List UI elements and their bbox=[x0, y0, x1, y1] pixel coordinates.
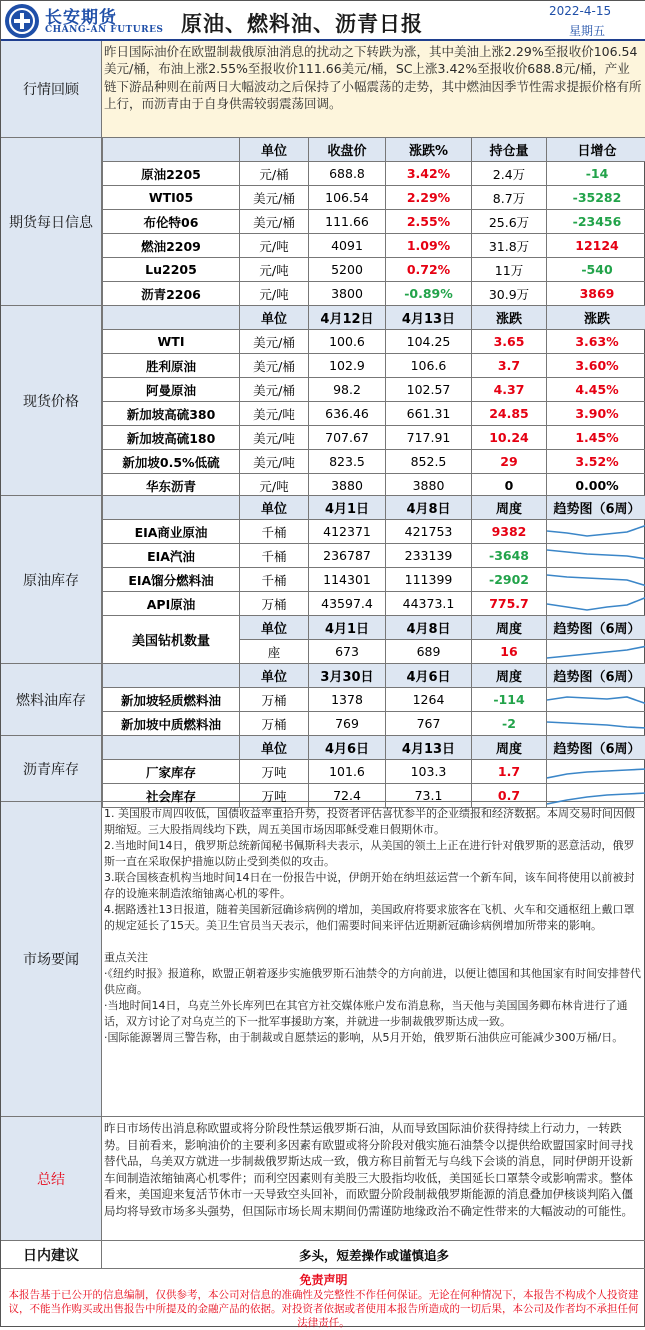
table-row bbox=[103, 378, 645, 402]
brand-name-en: CHANG-AN FUTURES bbox=[45, 25, 163, 35]
change-cell: 4.37 bbox=[472, 378, 547, 402]
column-header: 趋势图（6周） bbox=[547, 496, 645, 520]
report-weekday: 星期五 bbox=[569, 22, 605, 39]
trend-chart-cell bbox=[547, 520, 645, 544]
unit-cell: 万吨 bbox=[240, 760, 309, 784]
price-cell: 636.46 bbox=[309, 402, 386, 426]
column-header: 涨跌 bbox=[547, 306, 645, 330]
inventory-value-cell: 769 bbox=[309, 712, 386, 736]
column-header: 4月12日 bbox=[309, 306, 386, 330]
inventory-value-cell: 44373.1 bbox=[386, 592, 472, 616]
unit-cell: 美元/桶 bbox=[240, 354, 309, 378]
inventory-name: 社会库存 bbox=[103, 784, 240, 808]
price-cell: 102.9 bbox=[309, 354, 386, 378]
inventory-value-cell: 114301 bbox=[309, 568, 386, 592]
table-row bbox=[103, 474, 645, 498]
futures-info-section bbox=[1, 138, 645, 306]
oi-change-cell: 12124 bbox=[547, 234, 645, 258]
column-header bbox=[103, 496, 240, 520]
table-row bbox=[103, 354, 645, 378]
column-header: 单位 bbox=[240, 736, 309, 760]
table-row bbox=[103, 330, 645, 354]
contract-name: 沥青2206 bbox=[103, 282, 240, 306]
table-row bbox=[103, 162, 645, 186]
change-pct-cell: 3.60% bbox=[547, 354, 645, 378]
inventory-value-cell: 101.6 bbox=[309, 760, 386, 784]
change-pct-cell: -0.89% bbox=[386, 282, 472, 306]
price-cell: 661.31 bbox=[386, 402, 472, 426]
section-label: 日内建议 bbox=[1, 1241, 102, 1268]
section-label: 沥青库存 bbox=[1, 736, 102, 801]
spot-price-section bbox=[1, 306, 645, 496]
oi-change-cell: -23456 bbox=[547, 210, 645, 234]
column-header: 单位 bbox=[240, 616, 309, 640]
trend-chart-cell bbox=[547, 712, 645, 736]
price-cell: 102.57 bbox=[386, 378, 472, 402]
column-header: 单位 bbox=[240, 664, 309, 688]
price-cell: 852.5 bbox=[386, 450, 472, 474]
report-date: 2022-4-15 bbox=[549, 4, 611, 18]
product-name: 胜利原油 bbox=[103, 354, 240, 378]
weekly-change-cell: 1.7 bbox=[472, 760, 547, 784]
open-interest-cell: 25.6万 bbox=[472, 210, 547, 234]
market-review-section bbox=[1, 41, 645, 138]
column-header: 持仓量 bbox=[472, 138, 547, 162]
column-header: 4月6日 bbox=[309, 736, 386, 760]
unit-cell: 元/吨 bbox=[240, 234, 309, 258]
section-label: 行情回顾 bbox=[1, 41, 102, 137]
unit-cell: 元/吨 bbox=[240, 258, 309, 282]
column-header bbox=[103, 664, 240, 688]
product-name: 阿曼原油 bbox=[103, 378, 240, 402]
trend-chart-cell bbox=[547, 592, 645, 616]
weekly-change-cell: -114 bbox=[472, 688, 547, 712]
intraday-advice-section bbox=[1, 1241, 645, 1269]
table-header-row bbox=[103, 138, 645, 162]
change-pct-cell: 0.72% bbox=[386, 258, 472, 282]
contract-name: Lu2205 bbox=[103, 258, 240, 282]
column-header: 单位 bbox=[240, 306, 309, 330]
trend-line bbox=[547, 646, 645, 658]
crude-inventory-section bbox=[1, 496, 645, 664]
price-cell: 707.67 bbox=[309, 426, 386, 450]
unit-cell: 美元/桶 bbox=[240, 330, 309, 354]
inventory-value-cell: 233139 bbox=[386, 544, 472, 568]
change-pct-cell: 3.90% bbox=[547, 402, 645, 426]
inventory-name: EIA馏分燃料油 bbox=[103, 568, 240, 592]
section-label: 燃料油库存 bbox=[1, 664, 102, 735]
inventory-value-cell: 72.4 bbox=[309, 784, 386, 808]
table-header-row bbox=[103, 664, 645, 688]
change-pct-cell: 2.55% bbox=[386, 210, 472, 234]
close-price-cell: 5200 bbox=[309, 258, 386, 282]
rig-header-row bbox=[103, 616, 645, 640]
change-cell: 0 bbox=[472, 474, 547, 498]
market-news-body bbox=[104, 806, 642, 1046]
asphalt-inventory-section bbox=[1, 736, 645, 802]
trend-line bbox=[547, 697, 645, 704]
inventory-name: 新加坡轻质燃料油 bbox=[103, 688, 240, 712]
table-row bbox=[103, 760, 645, 784]
table-row bbox=[103, 186, 645, 210]
unit-cell: 千桶 bbox=[240, 544, 309, 568]
futures-table bbox=[102, 137, 645, 306]
open-interest-cell: 30.9万 bbox=[472, 282, 547, 306]
unit-cell: 座 bbox=[240, 640, 309, 664]
table-header-row bbox=[103, 306, 645, 330]
trend-chart-cell bbox=[547, 640, 645, 664]
table-row bbox=[103, 568, 645, 592]
trend-chart-cell bbox=[547, 568, 645, 592]
product-name: 华东沥青 bbox=[103, 474, 240, 498]
unit-cell: 美元/桶 bbox=[240, 378, 309, 402]
inventory-value-cell: 111399 bbox=[386, 568, 472, 592]
product-name: 新加坡0.5%低硫 bbox=[103, 450, 240, 474]
weekly-change-cell: 0.7 bbox=[472, 784, 547, 808]
price-cell: 98.2 bbox=[309, 378, 386, 402]
column-header bbox=[103, 736, 240, 760]
trend-line bbox=[547, 597, 645, 610]
unit-cell: 千桶 bbox=[240, 520, 309, 544]
product-name: WTI bbox=[103, 330, 240, 354]
change-cell: 10.24 bbox=[472, 426, 547, 450]
trend-chart-cell bbox=[547, 544, 645, 568]
table-row bbox=[103, 210, 645, 234]
column-header: 趋势图（6周） bbox=[547, 664, 645, 688]
column-header: 4月8日 bbox=[386, 496, 472, 520]
weekly-change-cell: -2902 bbox=[472, 568, 547, 592]
changan-logo-icon bbox=[5, 4, 39, 38]
unit-cell: 元/桶 bbox=[240, 162, 309, 186]
column-header: 趋势图（6周） bbox=[547, 736, 645, 760]
unit-cell: 美元/吨 bbox=[240, 426, 309, 450]
column-header: 涨跌 bbox=[472, 306, 547, 330]
inventory-value-cell: 421753 bbox=[386, 520, 472, 544]
trend-line bbox=[547, 575, 645, 586]
close-price-cell: 688.8 bbox=[309, 162, 386, 186]
column-header: 4月1日 bbox=[309, 616, 386, 640]
column-header: 收盘价 bbox=[309, 138, 386, 162]
unit-cell: 元/吨 bbox=[240, 474, 309, 498]
change-pct-cell: 3.52% bbox=[547, 450, 645, 474]
product-name: 新加坡高硫180 bbox=[103, 426, 240, 450]
section-label: 现货价格 bbox=[1, 306, 102, 495]
inventory-name: EIA商业原油 bbox=[103, 520, 240, 544]
weekly-change-cell: 9382 bbox=[472, 520, 547, 544]
unit-cell: 美元/吨 bbox=[240, 450, 309, 474]
change-cell: 29 bbox=[472, 450, 547, 474]
change-pct-cell: 4.45% bbox=[547, 378, 645, 402]
report-header bbox=[1, 1, 645, 41]
table-row bbox=[103, 688, 645, 712]
table-row bbox=[103, 520, 645, 544]
trend-line bbox=[547, 722, 645, 728]
inventory-value-cell: 43597.4 bbox=[309, 592, 386, 616]
open-interest-cell: 11万 bbox=[472, 258, 547, 282]
column-header bbox=[103, 138, 240, 162]
open-interest-cell: 8.7万 bbox=[472, 186, 547, 210]
focus-title: 重点关注 bbox=[104, 950, 642, 966]
inventory-value-cell: 103.3 bbox=[386, 760, 472, 784]
table-row bbox=[103, 282, 645, 306]
column-header: 趋势图（6周） bbox=[547, 616, 645, 640]
unit-cell: 万吨 bbox=[240, 784, 309, 808]
column-header bbox=[103, 306, 240, 330]
disclaimer-text: 本报告基于已公开的信息编制，仅供参考，本公司对信息的准确性及完整性不作任何保证。无论在何种情况下，本报告不构成个人投资建议，不能当作购买或出售报告中所提及的金融产品的依据。对投资者依据或者使用本报告所造成的一切后果，本公司及作者均不承担任何法律责任。 bbox=[1, 1288, 645, 1330]
section-label: 期货每日信息 bbox=[1, 138, 102, 305]
close-price-cell: 111.66 bbox=[309, 210, 386, 234]
close-price-cell: 106.54 bbox=[309, 186, 386, 210]
news-paragraph: 1. 美国股市周四收低，国债收益率重拾升势，投资者评估喜忧参半的企业绩报和经济数据。本周交易时间因假期缩短。三大股指周线均下跌，周五美国市场因耶稣受难日假期休市。 bbox=[104, 806, 642, 838]
trend-line bbox=[547, 550, 645, 559]
oi-change-cell: -35282 bbox=[547, 186, 645, 210]
table-row bbox=[103, 544, 645, 568]
news-paragraph: 3.联合国核查机构当地时间14日在一份报告中说，伊朗开始在纳坦兹运营一个新车间，该车间将使用以前被封存的设施来制造浓缩铀离心机的零件。 bbox=[104, 870, 642, 902]
disclaimer bbox=[1, 1269, 645, 1328]
column-header: 涨跌% bbox=[386, 138, 472, 162]
open-interest-cell: 31.8万 bbox=[472, 234, 547, 258]
inventory-value-cell: 236787 bbox=[309, 544, 386, 568]
table-header-row bbox=[103, 496, 645, 520]
inventory-value-cell: 73.1 bbox=[386, 784, 472, 808]
rig-value-cell: 689 bbox=[386, 640, 472, 664]
open-interest-cell: 2.4万 bbox=[472, 162, 547, 186]
column-header: 单位 bbox=[240, 496, 309, 520]
table-row bbox=[103, 592, 645, 616]
column-header: 4月6日 bbox=[386, 664, 472, 688]
report-title: 原油、燃料油、沥青日报 bbox=[181, 8, 423, 38]
section-label: 市场要闻 bbox=[1, 802, 102, 1116]
change-cell: 3.65 bbox=[472, 330, 547, 354]
table-row bbox=[103, 450, 645, 474]
column-header: 周度 bbox=[472, 616, 547, 640]
contract-name: 布伦特06 bbox=[103, 210, 240, 234]
oi-change-cell: -540 bbox=[547, 258, 645, 282]
disclaimer-title: 免责声明 bbox=[1, 1271, 645, 1288]
unit-cell: 千桶 bbox=[240, 568, 309, 592]
column-header: 周度 bbox=[472, 496, 547, 520]
column-header: 4月13日 bbox=[386, 736, 472, 760]
table-row bbox=[103, 712, 645, 736]
inventory-value-cell: 1378 bbox=[309, 688, 386, 712]
price-cell: 3880 bbox=[386, 474, 472, 498]
change-cell: 24.85 bbox=[472, 402, 547, 426]
table-row bbox=[103, 234, 645, 258]
price-cell: 100.6 bbox=[309, 330, 386, 354]
change-pct-cell: 1.09% bbox=[386, 234, 472, 258]
product-name: 新加坡高硫380 bbox=[103, 402, 240, 426]
change-pct-cell: 3.42% bbox=[386, 162, 472, 186]
spot-price-table bbox=[102, 305, 645, 498]
change-pct-cell: 0.00% bbox=[547, 474, 645, 498]
focus-item: ·国际能源署周三警告称，由于制裁或自愿禁运的影响，从5月开始，俄罗斯石油供应可能减少300万桶/日。 bbox=[104, 1030, 642, 1046]
trend-chart-cell bbox=[547, 760, 645, 784]
close-price-cell: 4091 bbox=[309, 234, 386, 258]
focus-item: ·当地时间14日，乌克兰外长库列巴在其官方社交媒体账户发布消息称，当天他与美国国务卿布林肯进行了通话，双方讨论了对乌克兰的下一批军事援助方案，并就进一步制裁俄罗斯达成一致。 bbox=[104, 998, 642, 1030]
oi-change-cell: 3869 bbox=[547, 282, 645, 306]
market-review-text: 昨日国际油价在欧盟制裁俄原油消息的扰动之下转跌为涨，其中美油上涨2.29%至报收价106.54美元/桶，布油上涨2.55%至报收价111.66美元/桶，SC上涨3.42%至报收价688.8元/桶，产业链下游品种则在前两日大幅波动之后保持了小幅震荡的走势，其中燃油因季节性需求提振价格有所上行，而沥青由于自身供需较弱震荡回调。 bbox=[104, 43, 642, 113]
intraday-advice-text: 多头，短差操作或谨慎追多 bbox=[102, 1241, 645, 1268]
rig-value-cell: 673 bbox=[309, 640, 386, 664]
inventory-value-cell: 767 bbox=[386, 712, 472, 736]
column-header: 4月13日 bbox=[386, 306, 472, 330]
focus-item: ·《纽约时报》报道称，欧盟正朝着逐步实施俄罗斯石油禁令的方向前进，以便让德国和其他国家有时间安排替代供应商。 bbox=[104, 966, 642, 998]
crude-inventory-table bbox=[102, 495, 645, 664]
table-header-row bbox=[103, 736, 645, 760]
column-header: 日增仓 bbox=[547, 138, 645, 162]
trend-line bbox=[547, 525, 645, 536]
price-cell: 3880 bbox=[309, 474, 386, 498]
contract-name: WTI05 bbox=[103, 186, 240, 210]
weekly-change-cell: 16 bbox=[472, 640, 547, 664]
change-cell: 3.7 bbox=[472, 354, 547, 378]
unit-cell: 元/吨 bbox=[240, 282, 309, 306]
brand-name-cn: 长安期货 bbox=[45, 3, 117, 28]
unit-cell: 美元/桶 bbox=[240, 186, 309, 210]
weekly-change-cell: 775.7 bbox=[472, 592, 547, 616]
table-row bbox=[103, 402, 645, 426]
close-price-cell: 3800 bbox=[309, 282, 386, 306]
unit-cell: 美元/吨 bbox=[240, 402, 309, 426]
unit-cell: 万桶 bbox=[240, 592, 309, 616]
inventory-name: EIA汽油 bbox=[103, 544, 240, 568]
change-pct-cell: 3.63% bbox=[547, 330, 645, 354]
news-paragraph: 2.当地时间14日，俄罗斯总统新闻秘书佩斯科夫表示，从美国的领土上正在进行针对俄罗斯的恶意活动，俄罗斯一直在采取保护措施以防止受到类似的攻击。 bbox=[104, 838, 642, 870]
unit-cell: 美元/桶 bbox=[240, 210, 309, 234]
contract-name: 燃油2209 bbox=[103, 234, 240, 258]
fuel-inventory-section bbox=[1, 664, 645, 736]
asphalt-inventory-table bbox=[102, 735, 645, 808]
trend-chart-cell bbox=[547, 688, 645, 712]
news-paragraph: 4.据路透社13日报道，随着美国新冠确诊病例的增加，美国政府将要求旅客在飞机、火车和交通枢纽上戴口罩的规定延长了15天。美卫生官员当天表示，他们需要时间来评估近期新冠确诊病例增加所带来的影响。 bbox=[104, 902, 642, 934]
table-row bbox=[103, 426, 645, 450]
column-header: 3月30日 bbox=[309, 664, 386, 688]
price-cell: 717.91 bbox=[386, 426, 472, 450]
price-cell: 104.25 bbox=[386, 330, 472, 354]
summary-section bbox=[1, 1117, 645, 1241]
section-label: 总结 bbox=[1, 1117, 102, 1240]
section-label: 原油库存 bbox=[1, 496, 102, 663]
column-header: 4月8日 bbox=[386, 616, 472, 640]
column-header: 4月1日 bbox=[309, 496, 386, 520]
inventory-name: 新加坡中质燃料油 bbox=[103, 712, 240, 736]
weekly-change-cell: -2 bbox=[472, 712, 547, 736]
inventory-name: API原油 bbox=[103, 592, 240, 616]
unit-cell: 万桶 bbox=[240, 712, 309, 736]
inventory-value-cell: 412371 bbox=[309, 520, 386, 544]
change-pct-cell: 1.45% bbox=[547, 426, 645, 450]
price-cell: 823.5 bbox=[309, 450, 386, 474]
table-row bbox=[103, 258, 645, 282]
contract-name: 原油2205 bbox=[103, 162, 240, 186]
fuel-inventory-table bbox=[102, 663, 645, 736]
unit-cell: 万桶 bbox=[240, 688, 309, 712]
summary-text: 昨日市场传出消息称欧盟或将分阶段性禁运俄罗斯石油，从而导致国际油价获得持续上行动力，一转跌势。目前看来，影响油价的主要利多因素有欧盟或将分阶段对俄实施石油禁令以提供给欧盟国家时间寻找替代品，乌美双方就进一步制裁俄罗斯达成一致，俄方称目前暂无与乌线下会谈的消息，同时伊朗开设新车间制造浓缩铀离心机零件；而利空因素则有美股三大股指均收低，美国延长口罩禁令或影响需求。整体看来，美国迎来复活节休市一天导致空头回补，而欧盟分阶段制裁俄罗斯能源的消息叠加伊核谈判陷入僵局均将导致市场多头强势，但国际市场长周末期间仍需谨防地缘政治不确定性带来的大幅波动的可能性。 bbox=[104, 1120, 642, 1220]
market-news-section bbox=[1, 802, 645, 1117]
column-header: 周度 bbox=[472, 664, 547, 688]
price-cell: 106.6 bbox=[386, 354, 472, 378]
inventory-value-cell: 1264 bbox=[386, 688, 472, 712]
column-header: 单位 bbox=[240, 138, 309, 162]
oi-change-cell: -14 bbox=[547, 162, 645, 186]
rig-count-name: 美国钻机数量 bbox=[103, 616, 240, 664]
trend-line bbox=[547, 769, 645, 778]
inventory-name: 厂家库存 bbox=[103, 760, 240, 784]
change-pct-cell: 2.29% bbox=[386, 186, 472, 210]
column-header: 周度 bbox=[472, 736, 547, 760]
weekly-change-cell: -3648 bbox=[472, 544, 547, 568]
